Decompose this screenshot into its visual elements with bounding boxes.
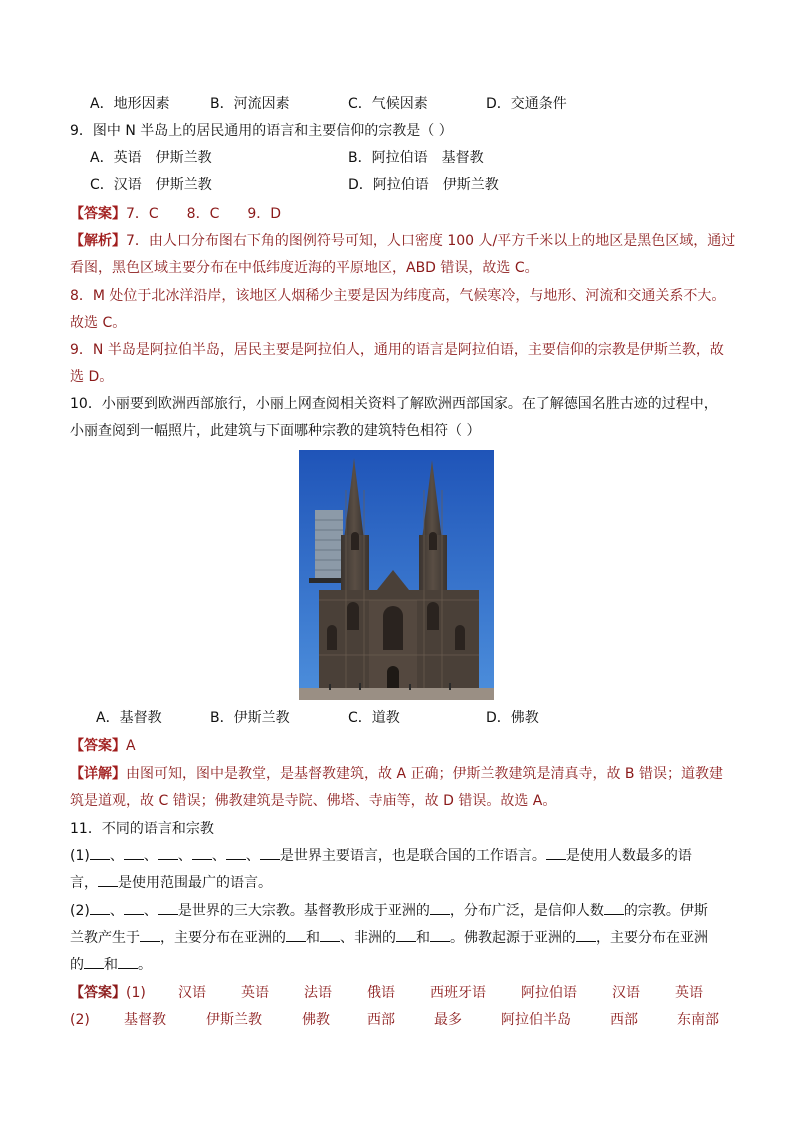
separator: 、 [109,903,124,919]
analysis-line-5: 9．N 半岛是阿拉伯半岛，居民主要是阿拉伯人，通用的语言是阿拉伯语，主要信仰的宗教是伊斯兰教，故 [70,342,724,358]
answer-block-7-9 [70,204,281,224]
q11-title: 11．不同的语言和宗教 [70,821,214,837]
blank [604,902,624,915]
answer-item: 汉语 [612,985,640,1001]
q9-option-c: C．汉语 伊斯兰教 [90,177,212,193]
blank [430,902,450,915]
q10-option-a: A．基督教 [96,710,162,726]
sentence: 的宗教。伊斯 [623,903,708,919]
answer-row-1 [0,983,794,1003]
answer-item: 最多 [434,1012,462,1028]
answer-item: 英语 [675,985,703,1001]
separator: 、 [143,848,158,864]
blank [430,929,450,942]
q9-option-a: A．英语 伊斯兰教 [90,150,212,166]
answer-label: (2) [70,1012,90,1028]
analysis-line-2: 看图，黑色区域主要分布在中低纬度近海的平原地区，ABD 错误，故选 C。 [70,260,539,276]
answer-text: 7．C 8．C 9．D [126,206,282,222]
answer-item: 东南部 [677,1012,719,1028]
blank [84,956,104,969]
q10-option-c: C．道教 [348,710,400,726]
q11-part2-line-3 [70,955,152,975]
sentence: 和 [104,957,118,973]
q10-stem-line-2: 小丽查阅到一幅照片，此建筑与下面哪种宗教的建筑特色相符（ ） [70,423,481,439]
blank [158,902,178,915]
sentence: 是世界主要语言，也是联合国的工作语言。 [279,848,546,864]
cathedral-photo [299,450,494,700]
blank [286,929,306,942]
q10-option-d: D．佛教 [486,710,539,726]
answer-label: (1) [126,985,146,1001]
answer-item: 伊斯兰教 [206,1012,262,1028]
sentence: 是使用人数最多的语 [565,848,692,864]
sentence: 是使用范围最广的语言。 [118,875,272,891]
sentence: 。佛教起源于亚洲的 [450,930,576,946]
q8-option-a: A．地形因素 [90,96,170,112]
answer-item: 英语 [241,985,269,1001]
answer-text: A [126,738,136,754]
q11-part1-line-2 [70,873,272,893]
answer-tag: 【答案】 [70,738,126,754]
sentence: 兰教产生于 [70,930,140,946]
sentence: 、非洲的 [340,930,396,946]
q8-option-b: B．河流因素 [210,96,290,112]
q11-part2-line-1 [70,901,708,921]
answer-item: 汉语 [178,985,206,1001]
answer-item: 阿拉伯语 [521,985,577,1001]
blank [90,902,110,915]
blank [320,929,340,942]
answer-item: 法语 [304,985,332,1001]
blank [140,929,160,942]
answer-item: 西部 [367,1012,395,1028]
separator: 、 [109,848,124,864]
sentence: 是世界的三大宗教。基督教形成于亚洲的 [177,903,430,919]
answer-item: 俄语 [367,985,395,1001]
blank [124,847,144,860]
sentence: 和 [306,930,320,946]
blank [98,874,118,887]
answer-tag: 【答案】 [70,206,126,222]
q8-option-c: C．气候因素 [348,96,428,112]
answer-block-10 [70,736,136,756]
blank [260,847,280,860]
separator: 、 [143,903,158,919]
sentence: 和 [416,930,430,946]
blank [158,847,178,860]
answer-item: 佛教 [302,1012,330,1028]
analysis-text: 7．由人口分布图右下角的图例符号可知，人口密度 100 人/平方千米以上的地区是黑色区域，通过 [126,233,736,249]
detail-tag: 【详解】 [70,766,126,782]
separator: 、 [211,848,226,864]
q9-option-b: B．阿拉伯语 基督教 [348,150,484,166]
q11-part1-line-1 [70,846,692,866]
detail-line-2: 筑是道观，故 C 错误；佛教建筑是寺院、佛塔、寺庙等，故 D 错误。故选 A。 [70,793,557,809]
answer-item: 西班牙语 [430,985,486,1001]
blank [192,847,212,860]
q10-option-b: B．伊斯兰教 [210,710,290,726]
analysis-line-6: 选 D。 [70,369,114,385]
blank [226,847,246,860]
q8-option-d: D．交通条件 [486,96,567,112]
analysis-line-1 [70,231,735,251]
q9-option-d: D．阿拉伯语 伊斯兰教 [348,177,499,193]
blank [576,929,596,942]
answer-row-2 [0,1010,794,1030]
q11-part2-line-2 [70,928,708,948]
blank [90,847,110,860]
blank [546,847,566,860]
detail-line-1 [70,764,723,784]
sentence: 。 [138,957,152,973]
blank [118,956,138,969]
analysis-line-4: 故选 C。 [70,315,127,331]
blank [396,929,416,942]
sentence: ，主要分布在亚洲 [596,930,708,946]
q9-stem: 9．图中 N 半岛上的居民通用的语言和主要信仰的宗教是（ ） [70,123,453,139]
blank [124,902,144,915]
q10-stem-line-1: 10．小丽要到欧洲西部旅行，小丽上网查阅相关资料了解欧洲西部国家。在了解德国名胜古迹的过程中， [70,396,718,412]
analysis-tag: 【解析】 [70,233,126,249]
answer-item: 西部 [610,1012,638,1028]
part-number: (1) [70,848,90,864]
part-number: (2) [70,903,90,919]
separator: 、 [245,848,260,864]
sentence: ，分布广泛，是信仰人数 [449,903,604,919]
sentence: 的 [70,957,84,973]
separator: 、 [177,848,192,864]
analysis-line-3: 8．M 处位于北冰洋沿岸，该地区人烟稀少主要是因为纬度高，气候寒冷，与地形、河流和交通关系不大。 [70,288,726,304]
answer-tag: 【答案】 [70,985,126,1001]
answer-item: 阿拉伯半岛 [501,1012,571,1028]
sentence: 言， [70,875,98,891]
sentence: ，主要分布在亚洲的 [160,930,286,946]
answer-item: 基督教 [124,1012,166,1028]
detail-text: 由图可知，图中是教堂，是基督教建筑，故 A 正确；伊斯兰教建筑是清真寺，故 B 错误；道教建 [126,766,723,782]
